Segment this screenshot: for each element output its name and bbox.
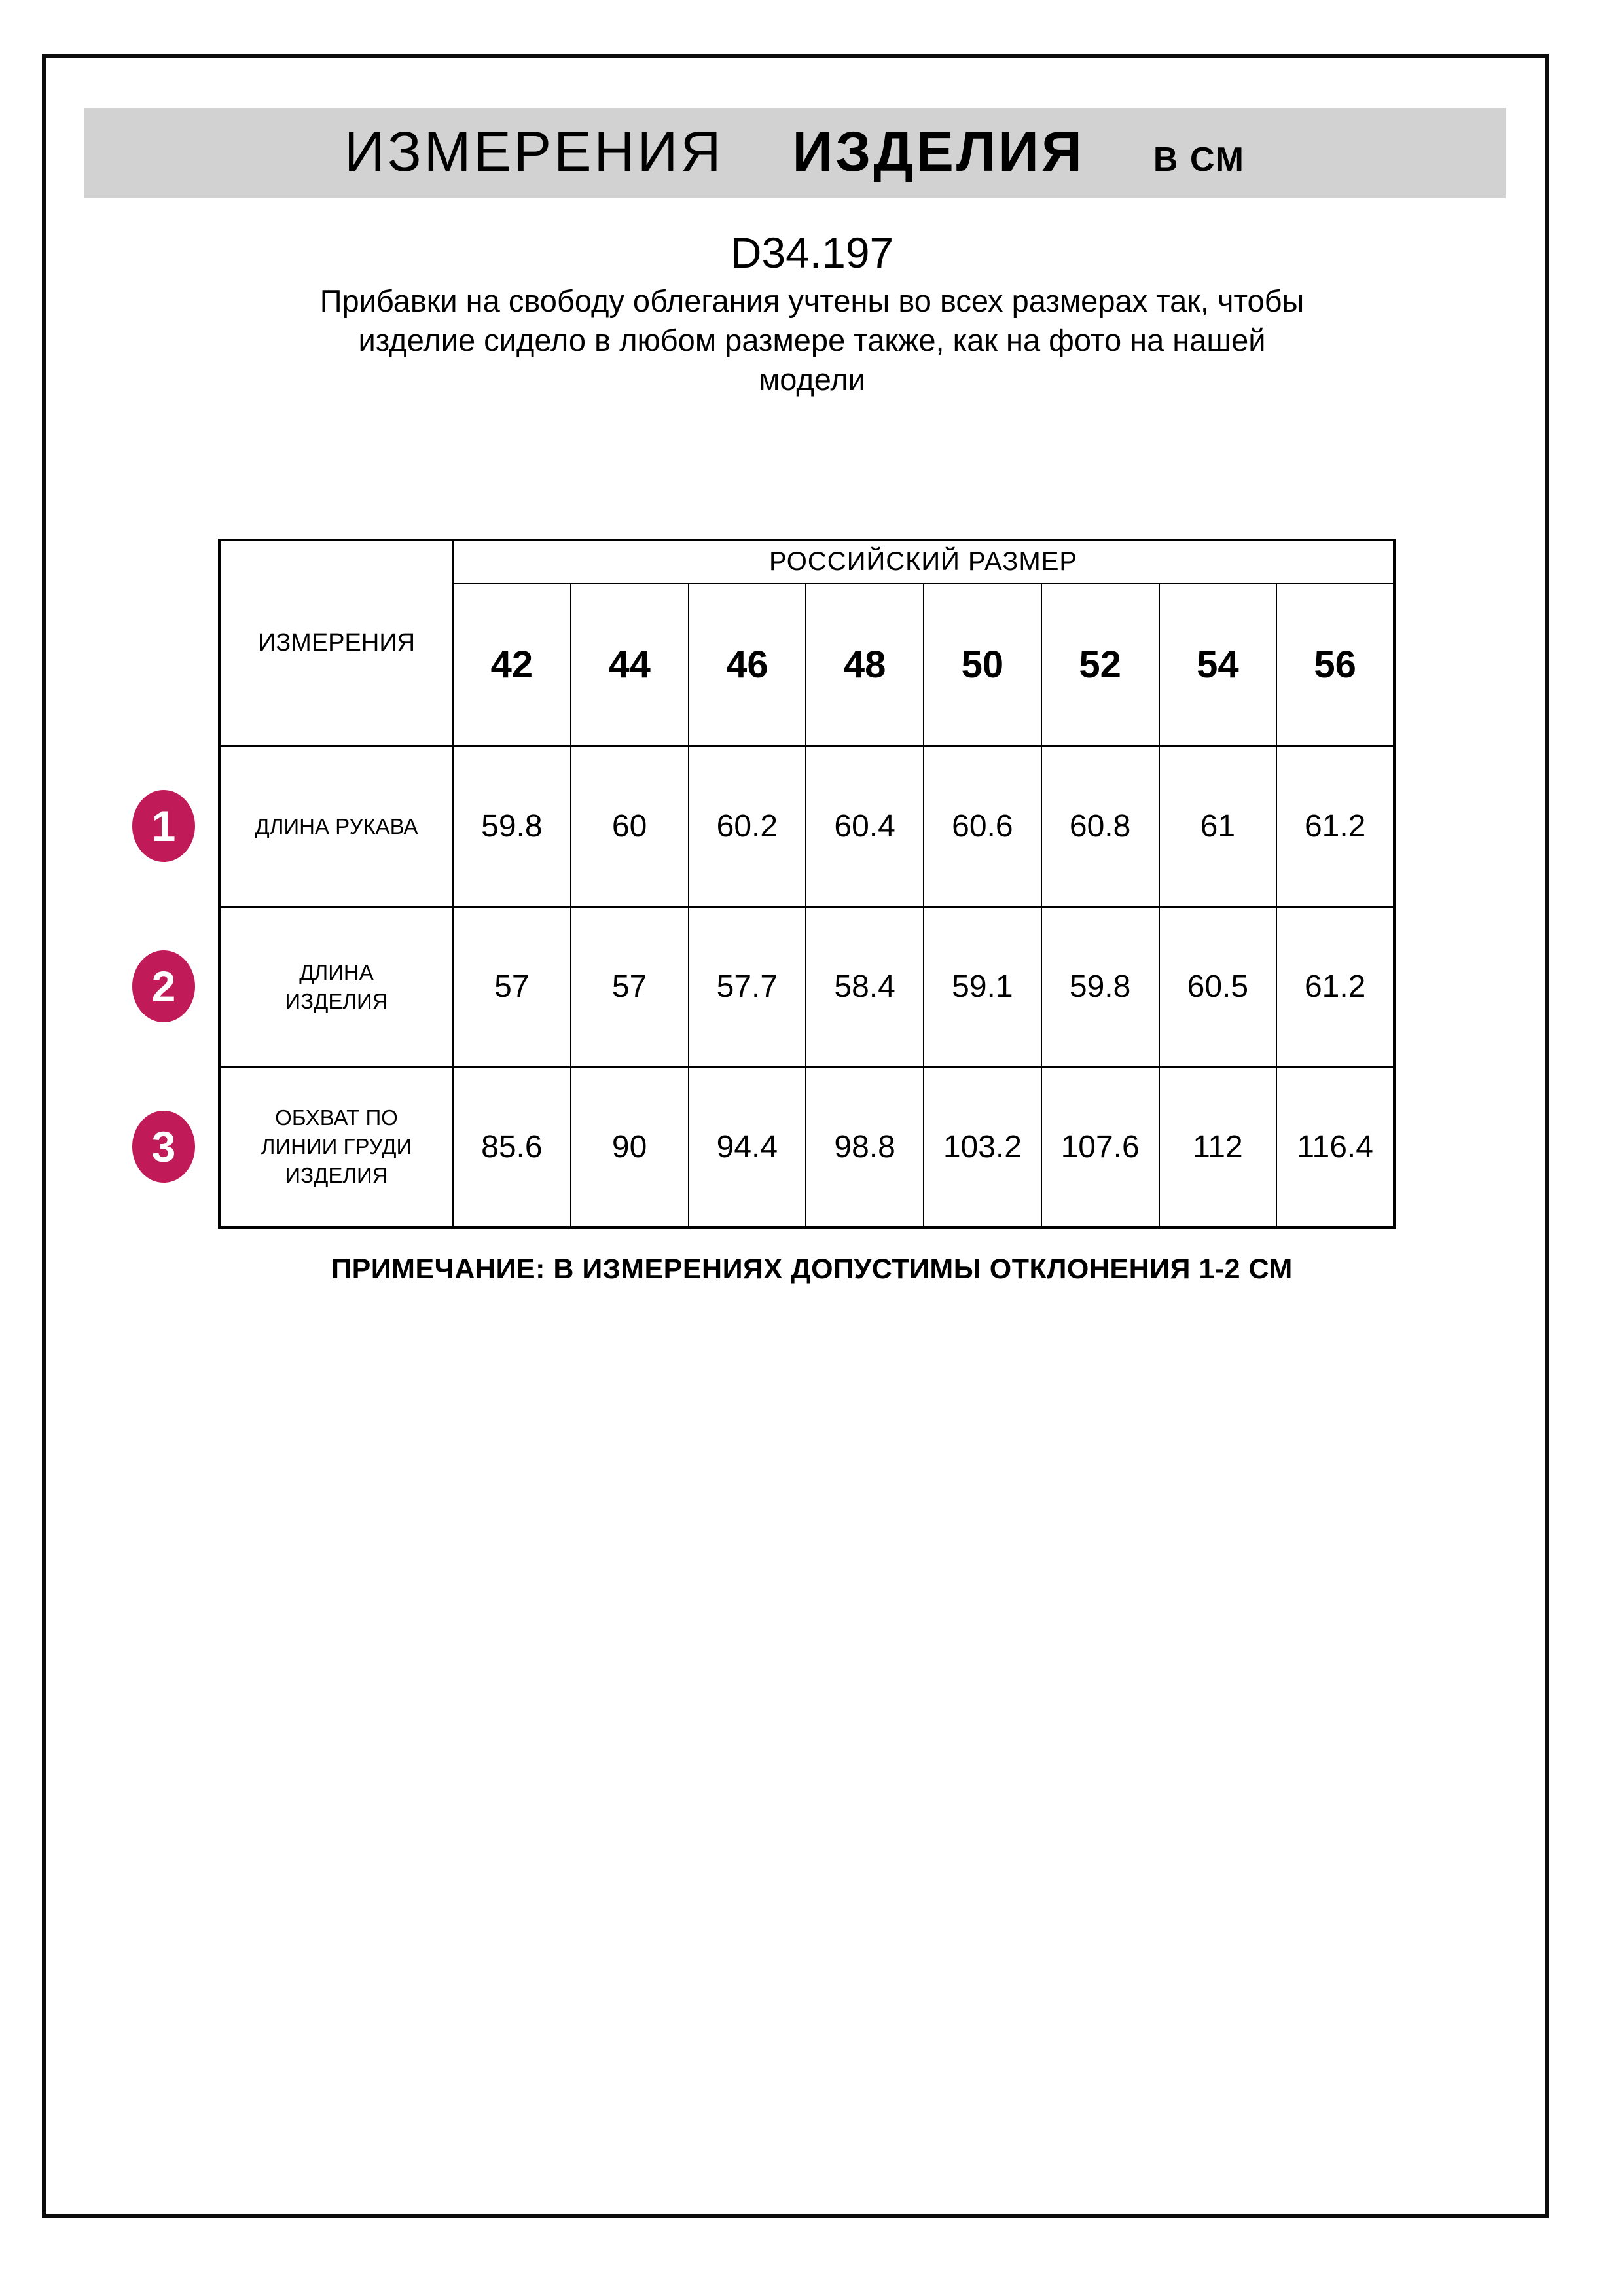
size-header: 54	[1159, 583, 1277, 746]
measurements-table	[218, 539, 1396, 1229]
table-row-sleeve-length	[219, 746, 1394, 906]
value-cell: 98.8	[806, 1067, 924, 1227]
value-cell: 57	[453, 906, 571, 1067]
row-number-badge-2	[132, 950, 195, 1022]
value-cell: 61.2	[1276, 906, 1394, 1067]
value-cell: 58.4	[806, 906, 924, 1067]
intro-paragraph: Прибавки на свободу облегания учтены во всех размерах так, чтобы изделие сидело в любом размере также, как на фото на нашей модели	[319, 283, 1305, 397]
row-number-badge-1	[132, 790, 195, 862]
group-header: РОССИЙСКИЙ РАЗМЕР	[453, 540, 1394, 583]
size-header: 46	[689, 583, 806, 746]
value-cell: 60.2	[689, 746, 806, 906]
value-cell: 85.6	[453, 1067, 571, 1227]
value-cell: 61.2	[1276, 746, 1394, 906]
title-band	[84, 108, 1506, 198]
value-cell: 60.5	[1159, 906, 1277, 1067]
size-header: 52	[1041, 583, 1159, 746]
row-label: ДЛИНА ИЗДЕЛИЯ	[219, 906, 453, 1067]
corner-label: ИЗМЕРЕНИЯ	[219, 540, 453, 746]
value-cell: 60	[571, 746, 689, 906]
title-product: ИЗДЕЛИЯ	[792, 120, 1085, 183]
value-cell: 59.1	[924, 906, 1041, 1067]
group-header-row	[219, 540, 1394, 583]
row-number: 2	[151, 962, 176, 1011]
value-cell: 90	[571, 1067, 689, 1227]
value-cell: 103.2	[924, 1067, 1041, 1227]
row-number: 1	[151, 802, 176, 850]
value-cell: 112	[1159, 1067, 1277, 1227]
value-cell: 57.7	[689, 906, 806, 1067]
title-measurements: ИЗМЕРЕНИЯ	[344, 120, 724, 183]
value-cell: 59.8	[1041, 906, 1159, 1067]
value-cell: 107.6	[1041, 1067, 1159, 1227]
size-header: 50	[924, 583, 1041, 746]
value-cell: 59.8	[453, 746, 571, 906]
row-label: ОБХВАТ ПО ЛИНИИ ГРУДИ ИЗДЕЛИЯ	[219, 1067, 453, 1227]
value-cell: 94.4	[689, 1067, 806, 1227]
size-header: 48	[806, 583, 924, 746]
size-header: 44	[571, 583, 689, 746]
size-header: 56	[1276, 583, 1394, 746]
tolerance-note: ПРИМЕЧАНИЕ: В ИЗМЕРЕНИЯХ ДОПУСТИМЫ ОТКЛОНЕНИЯ 1-2 СМ	[331, 1253, 1293, 1285]
value-cell: 116.4	[1276, 1067, 1394, 1227]
value-cell: 60.4	[806, 746, 924, 906]
value-cell: 61	[1159, 746, 1277, 906]
size-header: 42	[453, 583, 571, 746]
row-number: 3	[151, 1122, 176, 1171]
row-label: ДЛИНА РУКАВА	[219, 746, 453, 906]
table-row-garment-length	[219, 906, 1394, 1067]
title-units: В СМ	[1153, 141, 1245, 179]
product-code: D34.197	[730, 228, 894, 277]
row-number-badge-3	[132, 1111, 195, 1183]
value-cell: 60.6	[924, 746, 1041, 906]
value-cell: 57	[571, 906, 689, 1067]
value-cell: 60.8	[1041, 746, 1159, 906]
table-row-chest-girth	[219, 1067, 1394, 1227]
